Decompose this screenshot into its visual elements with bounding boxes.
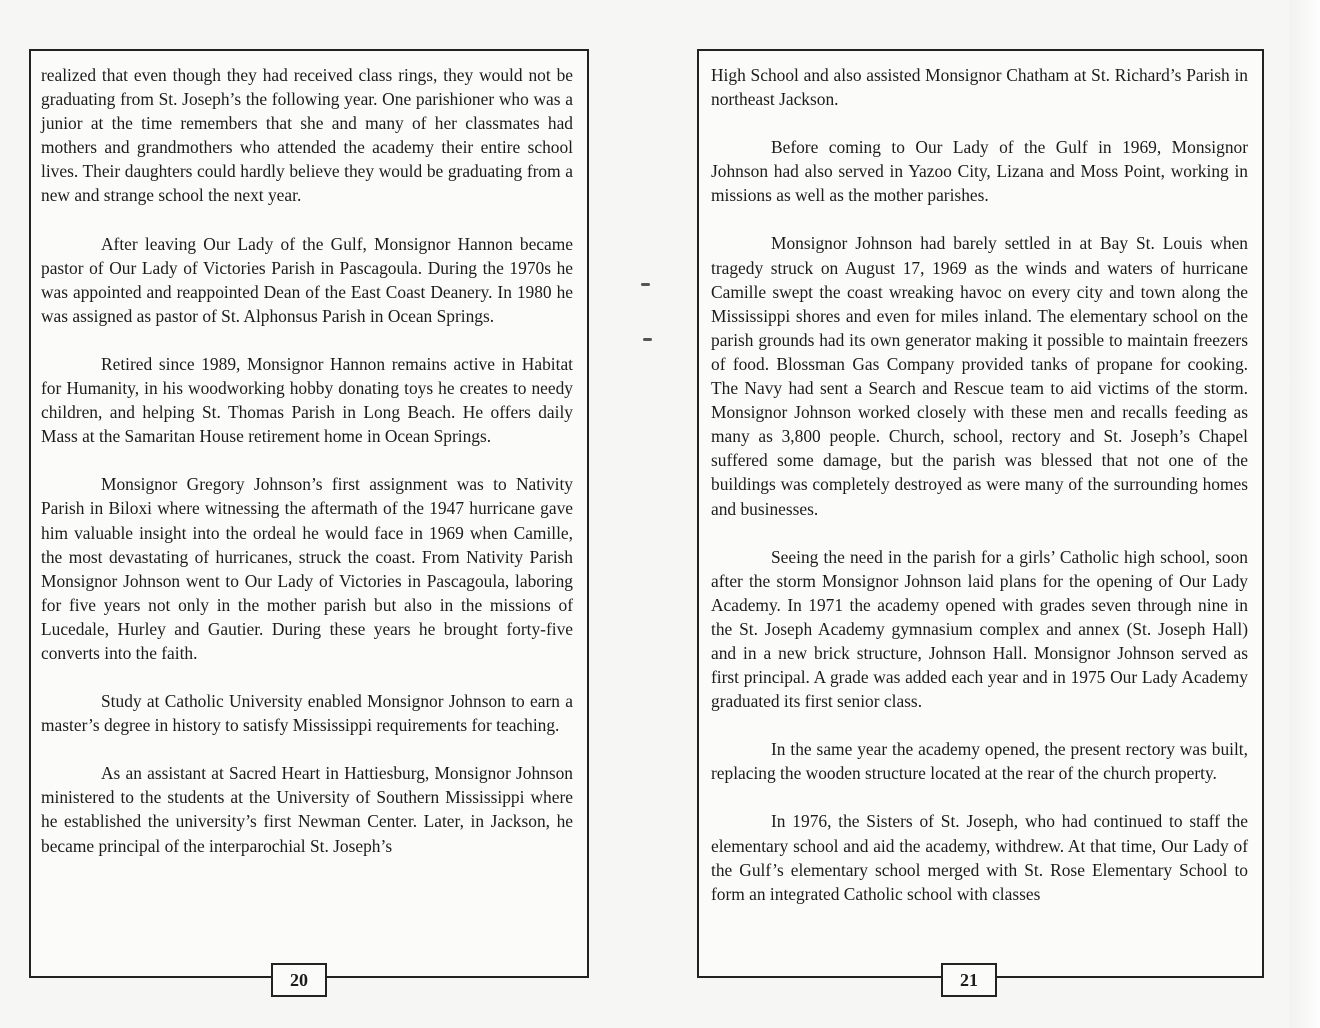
paragraph: Study at Catholic University enabled Monsignor Johnson to earn a master’s degree in history to satisfy Mississippi requirements for teaching. [41, 691, 573, 736]
right-page [697, 49, 1264, 978]
paragraph: After leaving Our Lady of the Gulf, Monsignor Hannon became pastor of Our Lady of Victories Parish in Pascagoula. During the 1970s he was appointed and reappointed Dean of the East Coast Deanery. In 1980 he was assigned as pastor of St. Alphonsus Parish in Ocean Springs. [41, 233, 573, 326]
left-page [29, 49, 589, 978]
binding-mark [641, 283, 650, 286]
left-page-text [41, 63, 573, 882]
scan-edge-shadow [1290, 0, 1320, 1028]
paragraph: As an assistant at Sacred Heart in Hattiesburg, Monsignor Johnson ministered to the students at the University of Southern Mississippi where he established the university’s first Newman Center. Later, in Jackson, he became principal of the interparochial St. Joseph’s [41, 763, 573, 856]
paragraph: High School and also assisted Monsignor Chatham at St. Richard’s Parish in northeast Jackson. [711, 65, 1248, 110]
paragraph: Monsignor Gregory Johnson’s first assignment was to Nativity Parish in Biloxi where witnessing the aftermath of the 1947 hurricane gave him valuable insight into the ordeal he would face in 1969 when Camille, the most devastating of hurricanes, struck the coast. From Nativity Parish Monsignor Johnson went to Our Lady of Victories in Pascagoula, laboring for five years not only in the mother parish but also in the missions of Lucedale, Hurley and Gautier. During these years he brought forty-five converts into the faith. [41, 474, 573, 663]
binding-mark [643, 338, 652, 341]
paragraph: Before coming to Our Lady of the Gulf in 1969, Monsignor Johnson had also served in Yazoo City, Lizana and Moss Point, working in missions as well as the mother parishes. [711, 137, 1248, 206]
page-number: 21 [941, 963, 997, 997]
paragraph: Retired since 1989, Monsignor Hannon remains active in Habitat for Humanity, in his woodworking hobby donating toys he creates to needy children, and helping St. Thomas Parish in Long Beach. He offers daily Mass at the Samaritan House retirement home in Ocean Springs. [41, 353, 573, 447]
page-number: 20 [271, 963, 327, 997]
right-page-text [711, 63, 1248, 930]
paragraph: In 1976, the Sisters of St. Joseph, who had continued to staff the elementary school and aid the academy, withdrew. At that time, Our Lady of the Gulf’s elementary school merged with St. Rose Elementary School to form an integrated Catholic school with classes [711, 811, 1248, 904]
paragraph: Seeing the need in the parish for a girls’ Catholic high school, soon after the storm Monsignor Johnson laid plans for the opening of Our Lady Academy. In 1971 the academy opened with grades seven through nine in the St. Joseph Academy gymnasium complex and annex (St. Joseph Hall) and in a new brick structure, Johnson Hall. Monsignor Johnson served as first principal. A grade was added each year and in 1975 Our Lady Academy graduated its first senior class. [711, 546, 1248, 712]
paragraph: In the same year the academy opened, the present rectory was built, replacing the wooden structure located at the rear of the church property. [711, 739, 1248, 784]
paragraph: realized that even though they had received class rings, they would not be graduating from St. Joseph’s the following year. One parishioner who was a junior at the time remembers that she and many of her classmates had mothers and grandmothers who attended the academy their entire school lives. Their daughters could hardly believe they would be graduating from a new and strange school the next year. [41, 65, 573, 206]
paragraph: Monsignor Johnson had barely settled in at Bay St. Louis when tragedy struck on August 17, 1969 as the winds and waters of hurricane Camille swept the coast wreaking havoc on every city and town along the Mississippi shores and even for miles inland. The elementary school on the parish grounds had its own generator making it possible to maintain freezers of food. Blossman Gas Company provided tanks of propane for cooking. The Navy had sent a Search and Rescue team to aid victims of the storm. Monsignor Johnson worked closely with these men and recalls feeding as many as 3,800 people. Church, school, rectory and St. Joseph’s Chapel suffered some damage, but the parish was blessed that not one of the buildings was completely destroyed as were many of the surrounding homes and businesses. [711, 233, 1248, 519]
